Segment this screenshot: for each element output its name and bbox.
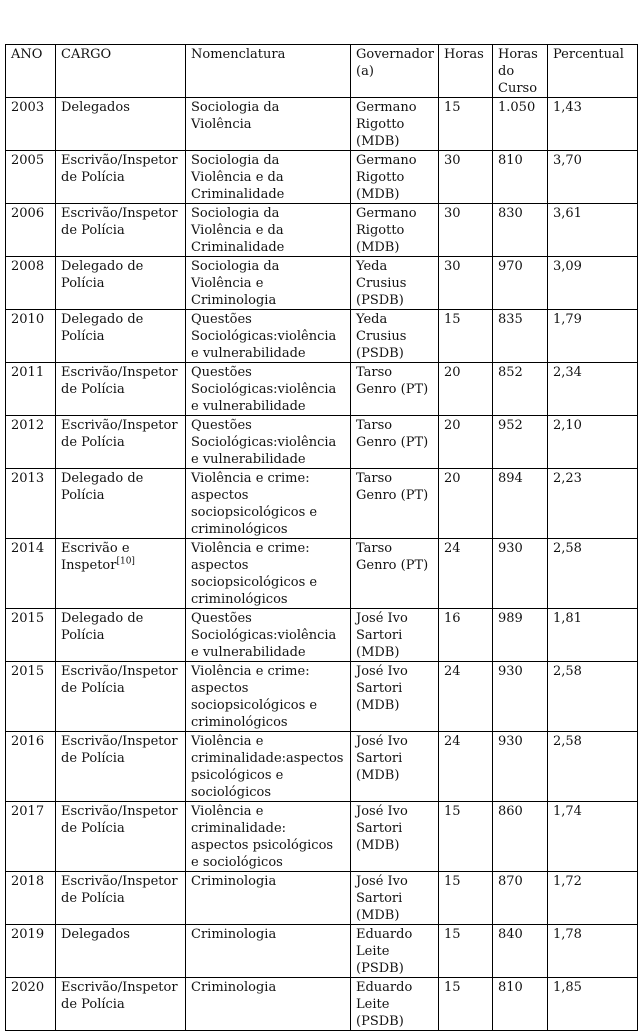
cell-cargo-text: Escrivão/Inspetor de Polícia bbox=[61, 365, 178, 397]
cell-horas-do-curso bbox=[493, 925, 548, 978]
table-row bbox=[6, 925, 638, 978]
cell-horas-do-curso-text: 830 bbox=[498, 206, 523, 221]
cell-horas bbox=[439, 925, 493, 978]
cell-ano-text: 2005 bbox=[11, 153, 45, 168]
cell-nomenclatura-text: Questões Sociológicas:violência e vulnerabilidade bbox=[191, 312, 337, 361]
cell-percentual bbox=[548, 978, 638, 1031]
cell-cargo-text: Escrivão/Inspetor de Polícia bbox=[61, 804, 178, 836]
table-row bbox=[6, 98, 638, 151]
table-row bbox=[6, 539, 638, 609]
cell-ano-text: 2015 bbox=[11, 664, 45, 679]
cell-percentual-text: 1,43 bbox=[553, 100, 582, 115]
cell-cargo-text: Escrivão/Inspetor de Polícia bbox=[61, 664, 178, 696]
cell-cargo bbox=[56, 469, 186, 539]
table-row bbox=[6, 257, 638, 310]
cell-horas-text: 30 bbox=[444, 259, 461, 274]
cell-percentual bbox=[548, 98, 638, 151]
header-percentual: Percentual bbox=[548, 45, 638, 98]
cell-nomenclatura-text: Sociologia da Violência bbox=[191, 100, 280, 132]
cell-horas-do-curso-text: 860 bbox=[498, 804, 523, 819]
cell-cargo-text: Escrivão/Inspetor de Polícia bbox=[61, 153, 178, 185]
cell-governador bbox=[351, 257, 439, 310]
cell-percentual bbox=[548, 363, 638, 416]
cell-cargo bbox=[56, 416, 186, 469]
cell-nomenclatura-text: Sociologia da Violência e Criminologia bbox=[191, 259, 280, 308]
cell-governador bbox=[351, 539, 439, 609]
cell-governador-text: Tarso Genro (PT) bbox=[356, 471, 429, 503]
cell-governador bbox=[351, 469, 439, 539]
header-nomenclatura: Nomenclatura bbox=[186, 45, 351, 98]
cell-horas-do-curso bbox=[493, 98, 548, 151]
cell-percentual-text: 3,61 bbox=[553, 206, 582, 221]
table-row bbox=[6, 204, 638, 257]
cell-nomenclatura bbox=[186, 732, 351, 802]
cell-horas-do-curso-text: 835 bbox=[498, 312, 523, 327]
cell-horas-do-curso-text: 894 bbox=[498, 471, 523, 486]
cell-governador-text: Eduardo Leite (PSDB) bbox=[356, 980, 413, 1029]
cell-governador bbox=[351, 872, 439, 925]
cell-governador-text: Tarso Genro (PT) bbox=[356, 418, 429, 450]
cell-cargo bbox=[56, 872, 186, 925]
cell-cargo-text: Escrivão/Inspetor de Polícia bbox=[61, 874, 178, 906]
cell-horas bbox=[439, 978, 493, 1031]
cell-ano-text: 2020 bbox=[11, 980, 45, 995]
cell-percentual-text: 3,70 bbox=[553, 153, 582, 168]
table-row bbox=[6, 469, 638, 539]
header-ano: ANO bbox=[6, 45, 56, 98]
cell-ano bbox=[6, 416, 56, 469]
cell-percentual bbox=[548, 872, 638, 925]
cell-governador bbox=[351, 978, 439, 1031]
cell-cargo-text: Delegado de Polícia bbox=[61, 611, 144, 643]
cell-ano-text: 2013 bbox=[11, 471, 45, 486]
cell-cargo bbox=[56, 310, 186, 363]
cell-ano bbox=[6, 151, 56, 204]
cell-governador-text: Tarso Genro (PT) bbox=[356, 365, 429, 397]
cell-cargo-text: Escrivão/Inspetor de Polícia bbox=[61, 734, 178, 766]
cell-governador-text: José Ivo Sartori (MDB) bbox=[356, 734, 408, 783]
cell-horas bbox=[439, 204, 493, 257]
cell-ano-text: 2014 bbox=[11, 541, 45, 556]
cell-nomenclatura bbox=[186, 257, 351, 310]
cell-horas-text: 24 bbox=[444, 734, 461, 749]
cell-horas bbox=[439, 872, 493, 925]
cell-ano-text: 2018 bbox=[11, 874, 45, 889]
cell-horas-do-curso-text: 989 bbox=[498, 611, 523, 626]
table-body bbox=[6, 98, 638, 1031]
cell-percentual-text: 1,74 bbox=[553, 804, 582, 819]
cell-governador bbox=[351, 363, 439, 416]
cell-horas-text: 24 bbox=[444, 541, 461, 556]
cell-horas-do-curso bbox=[493, 416, 548, 469]
cell-cargo-text: Escrivão/Inspetor de Polícia bbox=[61, 980, 178, 1012]
cell-governador-text: Tarso Genro (PT) bbox=[356, 541, 429, 573]
cell-nomenclatura bbox=[186, 98, 351, 151]
table-row bbox=[6, 872, 638, 925]
cell-horas bbox=[439, 732, 493, 802]
cell-nomenclatura-text: Sociologia da Violência e da Criminalidade bbox=[191, 153, 285, 202]
cell-percentual-text: 2,23 bbox=[553, 471, 582, 486]
cell-governador bbox=[351, 310, 439, 363]
table-row bbox=[6, 609, 638, 662]
cell-ano-text: 2017 bbox=[11, 804, 45, 819]
cell-horas bbox=[439, 310, 493, 363]
cell-nomenclatura-text: Sociologia da Violência e da Criminalidade bbox=[191, 206, 285, 255]
cell-percentual-text: 1,72 bbox=[553, 874, 582, 889]
cell-percentual-text: 3,09 bbox=[553, 259, 582, 274]
cell-cargo-text: Delegado de Polícia bbox=[61, 471, 144, 503]
cell-nomenclatura-text: Questões Sociológicas:violência e vulnerabilidade bbox=[191, 418, 337, 467]
cell-cargo-text: Delegados bbox=[61, 927, 130, 942]
cell-cargo-text: Delegado de Polícia bbox=[61, 312, 144, 344]
cell-horas-do-curso bbox=[493, 469, 548, 539]
cell-ano-text: 2011 bbox=[11, 365, 45, 380]
cell-nomenclatura-text: Criminologia bbox=[191, 874, 277, 889]
cell-percentual bbox=[548, 310, 638, 363]
cell-horas-text: 20 bbox=[444, 471, 461, 486]
cell-horas-text: 20 bbox=[444, 365, 461, 380]
cell-nomenclatura-text: Violência e criminalidade: aspectos psicológicos e sociológicos bbox=[191, 804, 334, 870]
cell-nomenclatura bbox=[186, 204, 351, 257]
cell-percentual-text: 2,34 bbox=[553, 365, 582, 380]
cell-cargo-text: Escrivão/Inspetor de Polícia bbox=[61, 206, 178, 238]
cell-governador bbox=[351, 662, 439, 732]
cell-horas bbox=[439, 363, 493, 416]
cell-nomenclatura bbox=[186, 872, 351, 925]
cell-percentual-text: 2,58 bbox=[553, 541, 582, 556]
cell-ano bbox=[6, 609, 56, 662]
cell-cargo-text: Escrivão/Inspetor de Polícia bbox=[61, 418, 178, 450]
cell-percentual-text: 1,81 bbox=[553, 611, 582, 626]
cell-governador bbox=[351, 151, 439, 204]
cell-horas-text: 30 bbox=[444, 153, 461, 168]
cell-percentual bbox=[548, 732, 638, 802]
table-row bbox=[6, 662, 638, 732]
cell-horas-do-curso-text: 870 bbox=[498, 874, 523, 889]
table-row bbox=[6, 151, 638, 204]
cell-ano bbox=[6, 662, 56, 732]
cell-ano-text: 2003 bbox=[11, 100, 45, 115]
table-row bbox=[6, 802, 638, 872]
cell-governador-text: Germano Rigotto (MDB) bbox=[356, 153, 417, 202]
cell-ano-text: 2019 bbox=[11, 927, 45, 942]
cell-ano bbox=[6, 978, 56, 1031]
cell-ano-text: 2012 bbox=[11, 418, 45, 433]
cell-horas-do-curso-text: 930 bbox=[498, 541, 523, 556]
cell-horas-do-curso bbox=[493, 609, 548, 662]
cell-horas-text: 16 bbox=[444, 611, 461, 626]
cell-cargo bbox=[56, 732, 186, 802]
cell-governador-text: Germano Rigotto (MDB) bbox=[356, 206, 417, 255]
cell-ano-text: 2016 bbox=[11, 734, 45, 749]
cell-governador bbox=[351, 732, 439, 802]
cell-nomenclatura bbox=[186, 539, 351, 609]
cell-governador bbox=[351, 802, 439, 872]
cell-horas bbox=[439, 469, 493, 539]
cell-cargo-text: Escrivão e Inspetor bbox=[61, 541, 130, 573]
cell-governador-text: Yeda Crusius (PSDB) bbox=[356, 312, 407, 361]
cell-ano bbox=[6, 310, 56, 363]
cell-ano bbox=[6, 98, 56, 151]
cell-horas-do-curso bbox=[493, 978, 548, 1031]
cell-nomenclatura bbox=[186, 310, 351, 363]
cell-nomenclatura-text: Violência e crime: aspectos sociopsicológicos e criminológicos bbox=[191, 664, 318, 730]
cell-horas-text: 20 bbox=[444, 418, 461, 433]
cell-nomenclatura bbox=[186, 925, 351, 978]
cell-horas-text: 15 bbox=[444, 874, 461, 889]
cell-horas-do-curso bbox=[493, 204, 548, 257]
cell-nomenclatura bbox=[186, 609, 351, 662]
table-header-row bbox=[6, 45, 638, 98]
cell-horas-do-curso bbox=[493, 257, 548, 310]
cell-ano-text: 2010 bbox=[11, 312, 45, 327]
cell-horas-text: 24 bbox=[444, 664, 461, 679]
cell-ano bbox=[6, 872, 56, 925]
cell-percentual bbox=[548, 802, 638, 872]
cell-horas bbox=[439, 539, 493, 609]
cell-cargo-text: Delegados bbox=[61, 100, 130, 115]
cell-cargo bbox=[56, 802, 186, 872]
cell-ano bbox=[6, 925, 56, 978]
cell-horas-do-curso-text: 930 bbox=[498, 664, 523, 679]
cell-horas bbox=[439, 98, 493, 151]
cell-ano bbox=[6, 257, 56, 310]
cell-horas-do-curso bbox=[493, 802, 548, 872]
cell-horas bbox=[439, 416, 493, 469]
cell-cargo bbox=[56, 609, 186, 662]
cell-horas-do-curso-text: 810 bbox=[498, 980, 523, 995]
cell-horas-text: 15 bbox=[444, 927, 461, 942]
cell-horas-do-curso bbox=[493, 310, 548, 363]
cell-governador bbox=[351, 98, 439, 151]
cell-cargo bbox=[56, 151, 186, 204]
cell-percentual-text: 1,85 bbox=[553, 980, 582, 995]
cell-ano bbox=[6, 732, 56, 802]
cell-governador-text: José Ivo Sartori (MDB) bbox=[356, 874, 408, 923]
cell-horas-do-curso bbox=[493, 732, 548, 802]
cell-nomenclatura bbox=[186, 151, 351, 204]
cell-ano bbox=[6, 204, 56, 257]
cell-nomenclatura-text: Violência e crime: aspectos sociopsicológicos e criminológicos bbox=[191, 471, 318, 537]
cell-nomenclatura-text: Criminologia bbox=[191, 927, 277, 942]
cell-horas-do-curso bbox=[493, 151, 548, 204]
table-row bbox=[6, 732, 638, 802]
header-horas-do-curso: Horas do Curso bbox=[493, 45, 548, 98]
cell-percentual bbox=[548, 257, 638, 310]
cell-cargo bbox=[56, 539, 186, 609]
cell-governador bbox=[351, 609, 439, 662]
table-row bbox=[6, 416, 638, 469]
cell-cargo bbox=[56, 204, 186, 257]
cell-horas bbox=[439, 257, 493, 310]
cell-nomenclatura bbox=[186, 978, 351, 1031]
cell-ano-text: 2015 bbox=[11, 611, 45, 626]
cell-nomenclatura-text: Violência e crime: aspectos sociopsicológicos e criminológicos bbox=[191, 541, 318, 607]
cell-horas-do-curso-text: 952 bbox=[498, 418, 523, 433]
cell-cargo bbox=[56, 363, 186, 416]
cell-percentual-text: 1,78 bbox=[553, 927, 582, 942]
header-cargo: CARGO bbox=[56, 45, 186, 98]
cell-nomenclatura bbox=[186, 662, 351, 732]
cell-horas-do-curso-text: 840 bbox=[498, 927, 523, 942]
cell-horas bbox=[439, 662, 493, 732]
cell-percentual bbox=[548, 925, 638, 978]
cell-governador-text: Eduardo Leite (PSDB) bbox=[356, 927, 413, 976]
cell-percentual bbox=[548, 204, 638, 257]
cell-ano-text: 2006 bbox=[11, 206, 45, 221]
cell-horas bbox=[439, 802, 493, 872]
cell-horas-do-curso bbox=[493, 363, 548, 416]
cell-horas-text: 15 bbox=[444, 980, 461, 995]
table-row bbox=[6, 978, 638, 1031]
cell-governador-text: José Ivo Sartori (MDB) bbox=[356, 611, 408, 660]
cell-percentual bbox=[548, 662, 638, 732]
cell-horas-do-curso-text: 810 bbox=[498, 153, 523, 168]
cell-horas-do-curso bbox=[493, 662, 548, 732]
table-row bbox=[6, 310, 638, 363]
cell-nomenclatura-text: Questões Sociológicas:violência e vulnerabilidade bbox=[191, 365, 337, 414]
cell-percentual bbox=[548, 151, 638, 204]
cell-percentual bbox=[548, 469, 638, 539]
cell-nomenclatura bbox=[186, 363, 351, 416]
cell-horas-do-curso bbox=[493, 539, 548, 609]
cell-nomenclatura-text: Criminologia bbox=[191, 980, 277, 995]
cell-horas bbox=[439, 151, 493, 204]
cell-nomenclatura-text: Violência e criminalidade:aspectos psicológicos e sociológicos bbox=[191, 734, 344, 800]
cell-nomenclatura bbox=[186, 416, 351, 469]
cell-governador bbox=[351, 416, 439, 469]
courses-table bbox=[5, 44, 638, 1031]
cell-horas-do-curso-text: 970 bbox=[498, 259, 523, 274]
cell-governador bbox=[351, 204, 439, 257]
cell-cargo bbox=[56, 662, 186, 732]
cell-horas-do-curso-text: 852 bbox=[498, 365, 523, 380]
cell-cargo-text: Delegado de Polícia bbox=[61, 259, 144, 291]
cell-percentual bbox=[548, 609, 638, 662]
cell-governador bbox=[351, 925, 439, 978]
cell-ano bbox=[6, 539, 56, 609]
cell-cargo bbox=[56, 257, 186, 310]
cell-percentual bbox=[548, 416, 638, 469]
cell-horas bbox=[439, 609, 493, 662]
cell-percentual bbox=[548, 539, 638, 609]
header-governador: Governador (a) bbox=[351, 45, 439, 98]
cell-ano bbox=[6, 363, 56, 416]
table-row bbox=[6, 363, 638, 416]
cell-percentual-text: 2,58 bbox=[553, 664, 582, 679]
cell-percentual-text: 2,10 bbox=[553, 418, 582, 433]
cell-horas-do-curso-text: 1.050 bbox=[498, 100, 536, 115]
cell-percentual-text: 2,58 bbox=[553, 734, 582, 749]
cell-cargo bbox=[56, 98, 186, 151]
cell-horas-text: 15 bbox=[444, 100, 461, 115]
cell-percentual-text: 1,79 bbox=[553, 312, 582, 327]
header-horas: Horas bbox=[439, 45, 493, 98]
cell-nomenclatura bbox=[186, 802, 351, 872]
cell-ano bbox=[6, 469, 56, 539]
cell-horas-text: 30 bbox=[444, 206, 461, 221]
cell-ano bbox=[6, 802, 56, 872]
cell-cargo bbox=[56, 925, 186, 978]
cell-governador-text: Yeda Crusius (PSDB) bbox=[356, 259, 407, 308]
footnote-reference[interactable]: [10] bbox=[116, 556, 135, 567]
cell-ano-text: 2008 bbox=[11, 259, 45, 274]
cell-governador-text: José Ivo Sartori (MDB) bbox=[356, 664, 408, 713]
cell-nomenclatura-text: Questões Sociológicas:violência e vulnerabilidade bbox=[191, 611, 337, 660]
cell-horas-do-curso bbox=[493, 872, 548, 925]
cell-horas-text: 15 bbox=[444, 312, 461, 327]
cell-nomenclatura bbox=[186, 469, 351, 539]
cell-cargo bbox=[56, 978, 186, 1031]
cell-horas-text: 15 bbox=[444, 804, 461, 819]
cell-governador-text: José Ivo Sartori (MDB) bbox=[356, 804, 408, 853]
cell-horas-do-curso-text: 930 bbox=[498, 734, 523, 749]
cell-governador-text: Germano Rigotto (MDB) bbox=[356, 100, 417, 149]
